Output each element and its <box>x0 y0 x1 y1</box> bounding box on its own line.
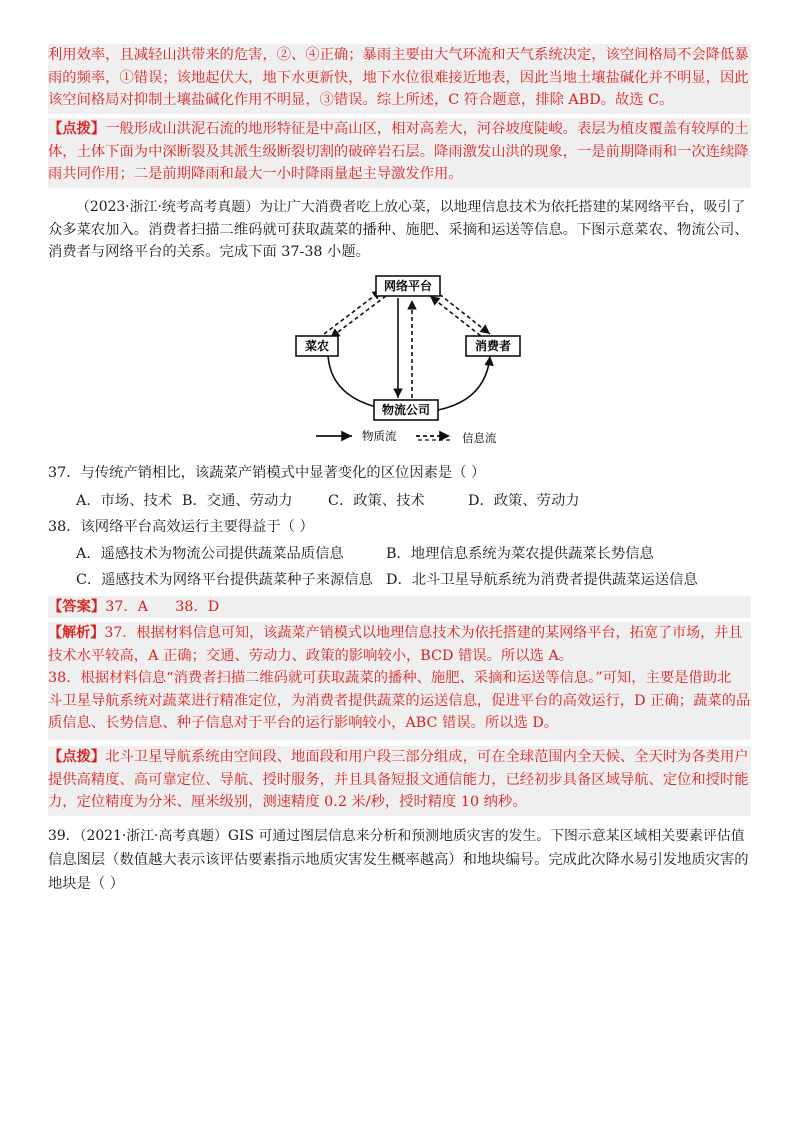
explanation-line: 利用效率，且减轻山洪带来的危害，②、④正确；暴雨主要由大气环流和天气系统决定，该空间格局不会降低暴 <box>48 47 749 63</box>
q38-stem: 38．该网络平台高效运行主要得益于（ ） <box>48 519 314 535</box>
node-platform-label: 网络平台 <box>383 279 433 293</box>
q37-option-d[interactable]: D．政策、劳动力 <box>468 493 580 509</box>
tip-line: 力，定位精度为分米、厘米级别，测速精度 0.2 米/秒，授时精度 10 纳秒。 <box>48 794 527 810</box>
node-logistics <box>374 400 438 420</box>
info-flow-consumer-platform <box>430 296 486 340</box>
node-consumer <box>466 336 520 356</box>
node-consumer-label: 消费者 <box>474 339 512 353</box>
intro-line: （2023·浙江·统考高考真题）为让广大消费者吃上放心菜，以地理信息技术为依托搭建的某网络平台，吸引了 <box>76 199 746 215</box>
analysis-38-line: 38．根据材料信息“消费者扫描二维码就可获取蔬菜的播种、施肥、采摘和运送等信息。”可知，主要是借助北 <box>48 670 732 686</box>
node-platform <box>376 276 440 296</box>
tip-block-2 <box>48 746 751 816</box>
q38-option-b[interactable]: B．地理信息系统为菜农提供蔬菜长势信息 <box>386 546 654 562</box>
analysis-37-line: 37．根据材料信息可知，该蔬菜产销模式以地理信息技术为依托搭建的某网络平台，拓宽了市场，并且 <box>104 625 743 641</box>
tip-block-1 <box>48 118 751 188</box>
explanation-line: 该空间格局对抑制土壤盐碱化作用不明显，③错误。综上所述，C 符合题意，排除 ABD。故选 C。 <box>48 92 674 108</box>
question-37 <box>48 462 751 485</box>
analysis-38-line: 质信息、长势信息、种子信息对于平台的运行影响较小，ABC 错误。所以选 D。 <box>48 715 559 731</box>
q38-option-d[interactable]: D．北斗卫星导航系统为消费者提供蔬菜运送信息 <box>386 572 698 588</box>
explanation-line: 雨的频率，①错误；该地起伏大，地下水更新快，地下水位很难接近地表，因此当地土壤盐碱化并不明显，因此 <box>48 69 749 86</box>
question-intro <box>48 196 751 264</box>
node-farmer-label: 菜农 <box>304 339 330 353</box>
q37-option-c[interactable]: C．政策、技术 <box>328 493 425 509</box>
q39-line: 地块是（ ） <box>48 876 125 892</box>
diagram-legend <box>316 429 497 445</box>
q38-option-c[interactable]: C．遥感技术为网络平台提供蔬菜种子来源信息 <box>76 572 373 588</box>
node-logistics-label: 物流公司 <box>381 403 431 417</box>
intro-line: 消费者与网络平台的关系。完成下面 37-38 小题。 <box>48 244 370 260</box>
question-38 <box>48 516 751 539</box>
q37-stem: 37．与传统产销相比，该蔬菜产销模式中显著变化的区位因素是（ ） <box>48 465 486 481</box>
analysis-tag: 【解析】 <box>48 625 105 641</box>
tip-line: 体，土体下面为中深断裂及其派生级断裂切割的破碎岩石层。降雨激发山洪的现象，一是前期降雨和一次连续降 <box>48 143 749 160</box>
answer-tag: 【答案】 <box>48 599 106 615</box>
tip-line: 雨共同作用；二是前期降雨和最大一小时降雨量起主导激发作用。 <box>48 166 463 182</box>
info-flow-platform-consumer <box>434 290 490 334</box>
relationship-diagram <box>290 272 530 452</box>
intro-line: 众多菜农加入。消费者扫描二维码就可获取蔬菜的播种、施肥、采摘和运送等信息。下图示意菜农、物流公司、 <box>48 221 749 238</box>
tip-line: 一般形成山洪泥石流的地形特征是中高山区，相对高差大，河谷坡度陡峻。表层为植皮覆盖有较厚的土 <box>105 121 749 137</box>
legend-info-label: 信息流 <box>462 431 497 445</box>
analysis-block <box>48 622 751 740</box>
legend-material-label: 物质流 <box>362 429 397 443</box>
material-flow-logistics-consumer <box>438 356 490 410</box>
answer-block <box>48 596 751 618</box>
tip-tag: 【点拨】 <box>48 749 106 765</box>
q39-line: 信息图层（数值越大表示该评估要素指示地质灾害发生概率越高）和地块编号。完成此次降水易引发地质灾害的 <box>48 852 749 868</box>
analysis-38-line: 斗卫星导航系统对蔬菜进行精准定位，为消费者提供蔬菜的运送信息，促进平台的高效运行，D 正确；蔬菜的品 <box>48 692 751 709</box>
q38-option-a[interactable]: A．遥感技术为物流公司提供蔬菜品质信息 <box>76 546 344 562</box>
analysis-37-line: 技术水平较高，A 正确；交通、劳动力、政策的影响较小，BCD 错误。所以选 A。 <box>48 647 573 664</box>
question-39 <box>48 824 751 896</box>
node-farmer <box>296 336 338 356</box>
info-flow-farmer-platform <box>324 290 382 334</box>
q37-option-b[interactable]: B．交通、劳动力 <box>182 493 293 509</box>
q37-option-a[interactable]: A．市场、技术 <box>76 493 173 509</box>
tip-tag: 【点拨】 <box>48 121 106 137</box>
tip-line: 北斗卫星导航系统由空间段、地面段和用户段三部分组成，可在全球范围内全天候、全天时为各类用户 <box>105 749 749 765</box>
info-flow-platform-farmer <box>330 296 386 338</box>
tip-line: 提供高精度、高可靠定位、导航、授时服务，并且具备短报文通信能力，已经初步具备区域导航、定位和授时能 <box>48 771 749 788</box>
explanation-block <box>48 44 751 114</box>
answer-text: 37．A 38．D <box>105 599 220 615</box>
q39-line: 39．（2021·浙江·高考真题）GIS 可通过图层信息来分析和预测地质灾害的发生。下图示意某区域相关要素评估值 <box>48 828 745 844</box>
